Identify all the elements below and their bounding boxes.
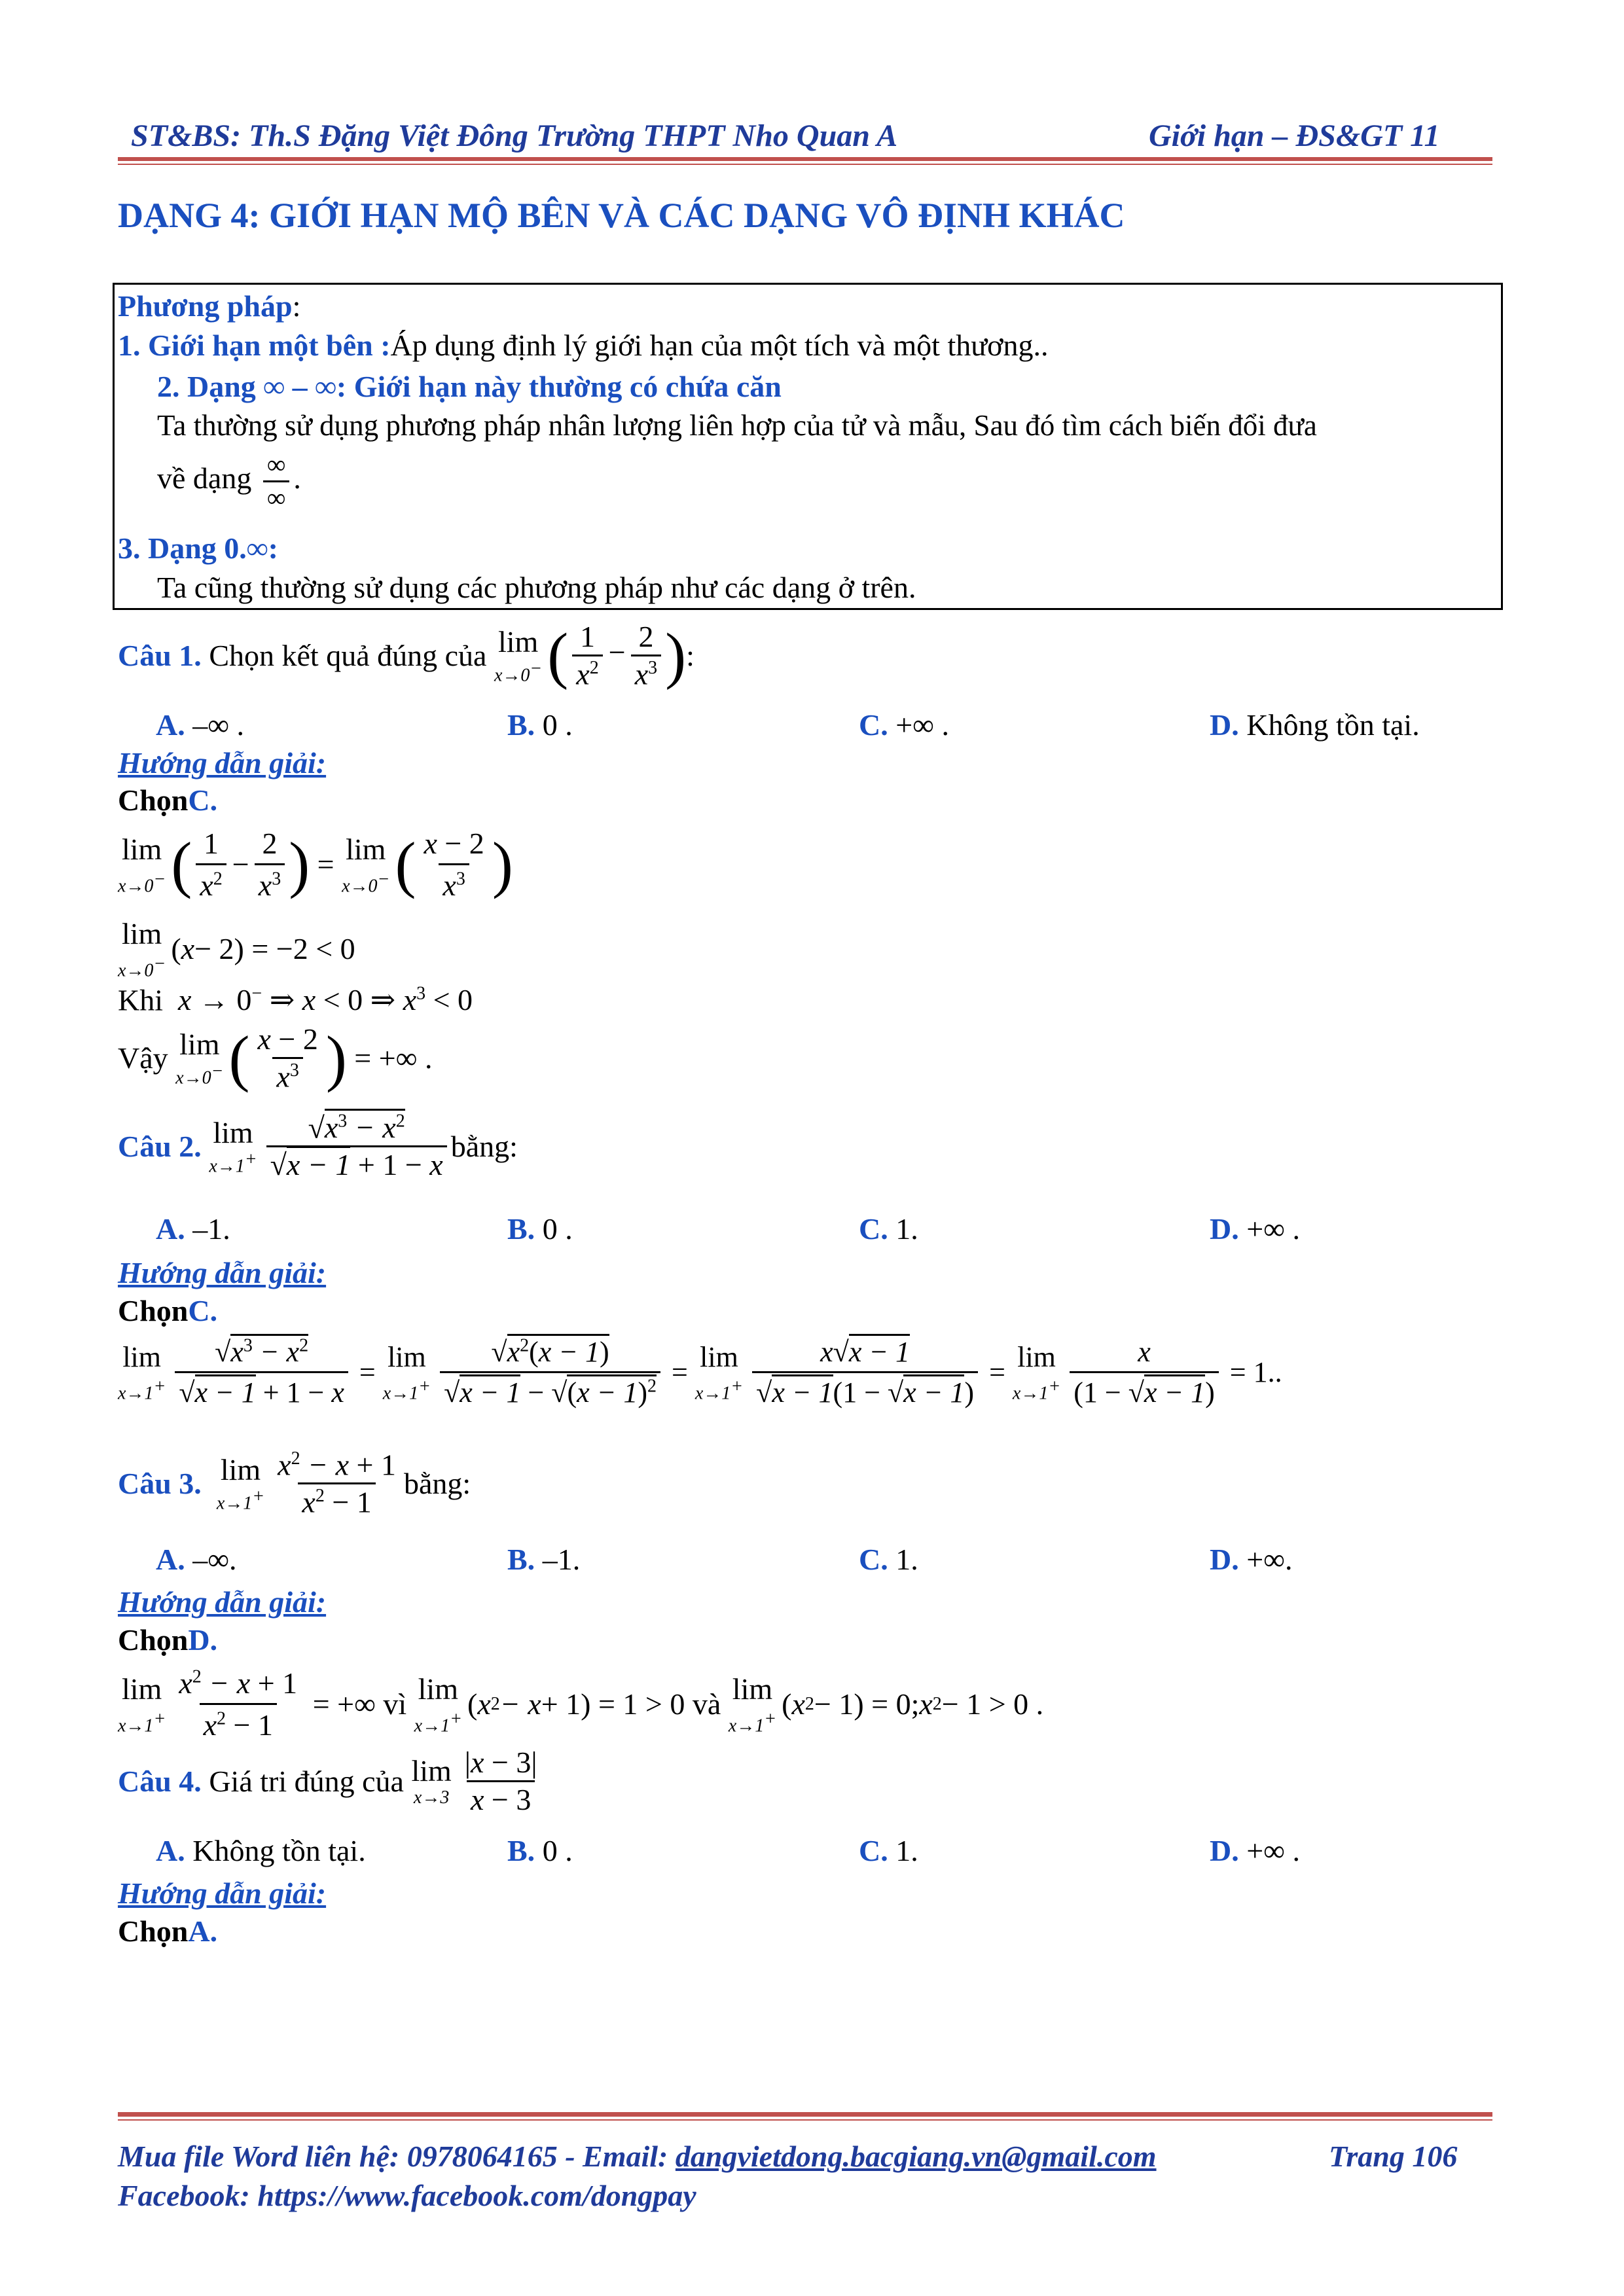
q1-option-c-label: C.	[859, 708, 888, 742]
method-item2-label: 2. Dạng ∞ – ∞: Giới hạn này thường có chứa căn	[157, 370, 782, 403]
q4-option-d: +∞ .	[1246, 1834, 1300, 1867]
q4-option-c: 1.	[895, 1834, 918, 1867]
q1-guide-heading: Hướng dẫn giải:	[118, 746, 327, 780]
q1-solution-step3: x → 0− ⇒ x < 0 ⇒ $x^3 < 0$	[178, 983, 473, 1017]
q4-option-b: 0 .	[542, 1834, 573, 1867]
method-item1-text: Áp dụng định lý giới hạn của một tích và một thương..	[390, 329, 1049, 362]
footer-rule	[118, 2112, 1492, 2117]
q2-answer: C.	[188, 1294, 218, 1327]
page-title: DẠNG 4: GIỚI HẠN MỘ BÊN VÀ CÁC DẠNG VÔ ĐỊNH KHÁC	[118, 196, 1125, 235]
q4-guide-heading: Hướng dẫn giải:	[118, 1876, 327, 1910]
q3-option-d: +∞.	[1246, 1543, 1293, 1576]
q3-va-label: và	[692, 1687, 721, 1721]
q1-label: Câu 1.	[118, 638, 202, 672]
q3-option-b-label: B.	[507, 1543, 535, 1576]
method-item3-label: 3. Dạng 0.∞:	[118, 531, 278, 565]
q3-answer: D.	[188, 1623, 218, 1657]
header-left: ST&BS: Th.S Đặng Việt Đông Trường THPT Nho Quan A	[131, 118, 898, 153]
q1-option-a-label: A.	[156, 708, 185, 742]
q4-option-c-label: C.	[859, 1834, 888, 1867]
footer-email-link[interactable]: dangvietdong.bacgiang.vn@gmail.com	[675, 2140, 1157, 2173]
header-right: Giới hạn – ĐS&GT 11	[1149, 118, 1440, 153]
q1-formula: lim x→0− ( $\frac{1}{x^2}$ − $\frac{2}{x^3}$ )	[494, 620, 687, 691]
q1-text: Chọn kết quả đúng của	[209, 638, 487, 672]
q1-solution-step4: lim x→0− ( $\frac{x - 2}{x^3}$ ) = +∞ .	[175, 1022, 433, 1094]
footer-contact: Mua file Word liên hệ: 0978064165 - Email:	[118, 2140, 676, 2173]
q3-option-a-label: A.	[156, 1543, 185, 1576]
method-item2-text2: về dạng	[157, 461, 252, 495]
q3-formula: lim x→1+ $\frac{x^2 - x + 1}{x^2 - 1}$	[216, 1448, 396, 1519]
method-item3-text: Ta cũng thường sử dụng các phương pháp như các dạng ở trên.	[157, 571, 916, 604]
q2-option-c-label: C.	[859, 1212, 888, 1246]
infinity-numerator: ∞	[266, 450, 286, 479]
q3-option-b: –1.	[542, 1543, 581, 1576]
q4-formula: lim x→3 $\frac{|x - 3|}{x - 3}$	[411, 1746, 537, 1816]
q2-option-b: 0 .	[542, 1212, 573, 1246]
q2-formula: lim x→1+ $\frac{√x^3 - x^2}{√x - 1 + 1 - x}$	[209, 1113, 450, 1180]
q1-option-a: –∞ .	[192, 708, 245, 742]
q3-vi-label: vì	[383, 1687, 407, 1721]
footer-facebook-link[interactable]: Facebook: https://www.facebook.com/dongpay	[118, 2179, 696, 2212]
q1-option-d: Không tồn tại.	[1246, 708, 1420, 742]
q2-option-a-label: A.	[156, 1212, 185, 1246]
q2-option-c: 1.	[895, 1212, 918, 1246]
q1-khi-label: Khi	[118, 983, 163, 1017]
q4-label: Câu 4.	[118, 1764, 202, 1798]
q4-option-d-label: D.	[1210, 1834, 1239, 1867]
footer-page-number: Trang 106	[1329, 2140, 1458, 2173]
q1-solution-step1: lim x→0− ( $\frac{1}{x^2}$ − $\frac{2}{x^3}$ ) = lim x→0− ( $\frac{x - 2}{x^3}$ )	[118, 827, 513, 902]
q1-vay-label: Vậy	[118, 1041, 168, 1075]
header-rule-thin	[118, 164, 1492, 165]
q1-option-b-label: B.	[507, 708, 535, 742]
q4-text: Giá tri đúng của	[209, 1764, 404, 1798]
q3-option-c: 1.	[895, 1543, 918, 1576]
q3-choose-label: Chọn	[118, 1623, 189, 1657]
method-heading: Phương pháp	[118, 289, 293, 323]
q4-option-a: Không tồn tại.	[192, 1834, 366, 1867]
q3-text: bằng:	[404, 1466, 471, 1500]
footer-rule-thin	[118, 2119, 1492, 2121]
q2-choose-label: Chọn	[118, 1294, 189, 1327]
q1-option-d-label: D.	[1210, 708, 1239, 742]
method-item1-label: 1. Giới hạn một bên :	[118, 329, 391, 362]
q2-option-d-label: D.	[1210, 1212, 1239, 1246]
q1-option-b: 0 .	[542, 708, 573, 742]
q3-option-d-label: D.	[1210, 1543, 1239, 1576]
q4-choose-label: Chọn	[118, 1914, 189, 1948]
q4-answer: A.	[188, 1914, 218, 1948]
q2-option-a: –1.	[192, 1212, 230, 1246]
q2-option-d: +∞ .	[1246, 1212, 1300, 1246]
q4-option-a-label: A.	[156, 1834, 185, 1867]
q2-guide-heading: Hướng dẫn giải:	[118, 1256, 327, 1289]
q2-label: Câu 2.	[118, 1129, 202, 1163]
q1-solution-step2: lim x→0− ( x − 2) = −2 < 0	[118, 917, 355, 981]
q1-option-c: +∞ .	[895, 708, 949, 742]
q3-option-a: –∞.	[192, 1543, 237, 1576]
q3-guide-heading: Hướng dẫn giải:	[118, 1585, 327, 1619]
infinity-denominator: ∞	[263, 480, 290, 511]
q4-option-b-label: B.	[507, 1834, 535, 1867]
q3-option-c-label: C.	[859, 1543, 888, 1576]
q1-choose-label: Chọn	[118, 783, 189, 817]
q3-solution: lim x→1+ $\frac{x^2 - x + 1}{x^2 - 1}$ = +∞ vì lim x→1+ ( x 2 − x + 1) = 1 > 0 và lim x→1+ ( x 2 − 1) = 0; x 2 − 1 > 0 .	[118, 1666, 1044, 1742]
q2-option-b-label: B.	[507, 1212, 535, 1246]
q2-text: bằng:	[450, 1129, 518, 1163]
method-item2-text: Ta thường sử dụng phương pháp nhân lượng liên hợp của tử và mẫu, Sau đó tìm cách biến đổi đưa	[157, 409, 1317, 442]
q3-label: Câu 3.	[118, 1466, 202, 1500]
header-rule	[118, 157, 1492, 161]
q2-solution: lim x→1+ $\frac{√x^3 - x^2}{√x - 1 + 1 - x}$ = lim x→1+ $\frac{√x^2(x - 1)}{√x - 1 - √(x - 1)^2}$ = lim x→1+ $\frac{x√x - 1}{√x - 1(1 - √x - 1)}$ = lim x→1+ $\frac{x}{(1 - √x - 1)}$ = 1..	[118, 1335, 1282, 1409]
q1-answer: C.	[188, 783, 218, 817]
